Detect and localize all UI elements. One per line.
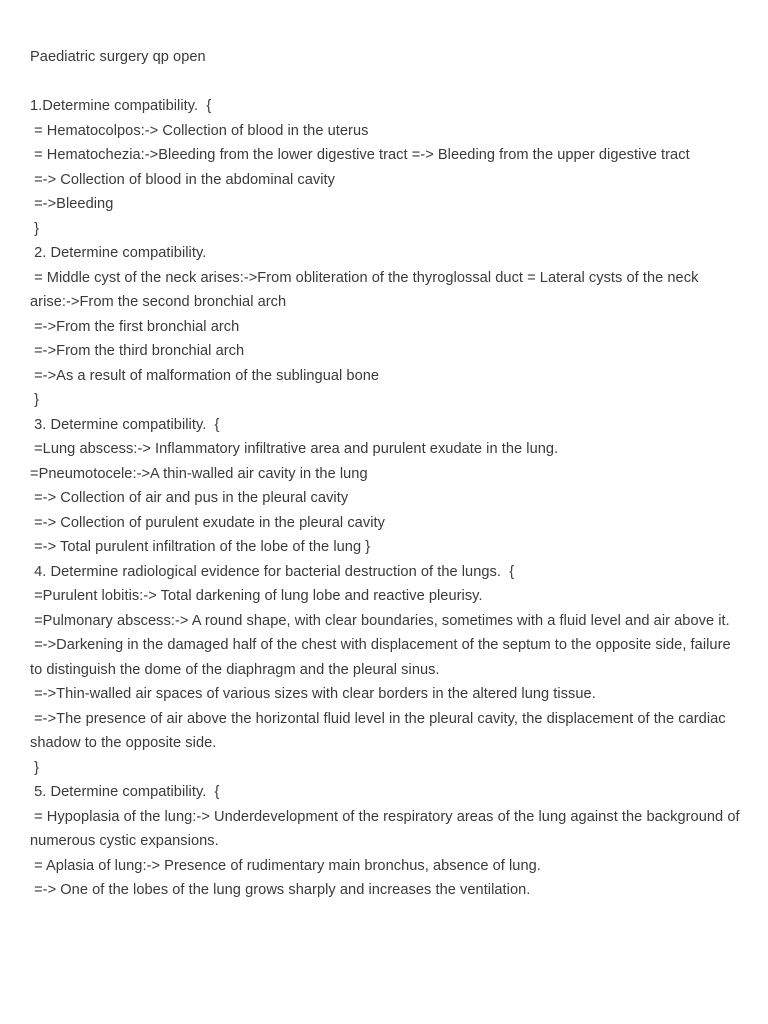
- text-line: }: [30, 759, 40, 776]
- text-line: = Hypoplasia of the lung:-> Underdevelopment of the respiratory areas of the lung against the background of numerous cystic expansions.: [30, 808, 744, 849]
- text-line: = Aplasia of lung:-> Presence of rudimentary main bronchus, absence of lung.: [30, 857, 541, 874]
- text-line: =Purulent lobitis:-> Total darkening of lung lobe and reactive pleurisy.: [30, 588, 483, 604]
- text-line: }: [30, 220, 40, 237]
- document-title: Paediatric surgery qp open: [30, 49, 206, 65]
- text-line: = Hematochezia:->Bleeding from the lower digestive tract =-> Bleeding from the upper digestive tract: [30, 147, 690, 163]
- text-line: =Lung abscess:-> Inflammatory infiltrative area and purulent exudate in the lung.: [30, 441, 559, 457]
- text-line: =->From the third bronchial arch: [30, 343, 245, 359]
- text-line: =-> Collection of blood in the abdominal cavity: [30, 171, 335, 188]
- text-line: =->As a result of malformation of the sublingual bone: [30, 367, 380, 384]
- text-line: =-> Total purulent infiltration of the lobe of the lung }: [30, 539, 371, 555]
- document-body: [30, 94, 744, 903]
- document-page: [30, 45, 744, 903]
- text-line: }: [30, 392, 40, 408]
- text-line: 1.Determine compatibility. {: [30, 98, 212, 114]
- text-line: =->The presence of air above the horizontal fluid level in the pleural cavity, the displacement of the cardiac shadow to the opposite side.: [30, 710, 730, 751]
- text-line: =-> One of the lobes of the lung grows sharply and increases the ventilation.: [30, 882, 531, 898]
- text-line: =Pneumotocele:->A thin-walled air cavity in the lung: [30, 465, 368, 482]
- text-line: =->From the first bronchial arch: [30, 318, 240, 335]
- text-line: =Pulmonary abscess:-> A round shape, with clear boundaries, sometimes with a fluid level and air above it.: [30, 612, 730, 629]
- text-line: 5. Determine compatibility. {: [30, 784, 220, 800]
- text-line: =->Thin-walled air spaces of various sizes with clear borders in the altered lung tissue.: [30, 686, 596, 702]
- text-line: 3. Determine compatibility. {: [30, 416, 220, 433]
- text-line: =-> Collection of purulent exudate in the pleural cavity: [30, 514, 385, 531]
- text-line: = Middle cyst of the neck arises:->From obliteration of the thyroglossal duct = Lateral cysts of the neck arise:->From the second bronchial arch: [30, 269, 703, 310]
- text-line: =->Darkening in the damaged half of the chest with displacement of the septum to the opposite side, failure to distinguish the dome of the diaphragm and the pleural sinus.: [30, 637, 735, 678]
- text-line: =-> Collection of air and pus in the pleural cavity: [30, 490, 349, 506]
- text-line: =->Bleeding: [30, 196, 114, 212]
- text-line: 4. Determine radiological evidence for bacterial destruction of the lungs. {: [30, 563, 515, 580]
- text-line: = Hematocolpos:-> Collection of blood in the uterus: [30, 122, 369, 139]
- text-line: 2. Determine compatibility.: [30, 245, 207, 261]
